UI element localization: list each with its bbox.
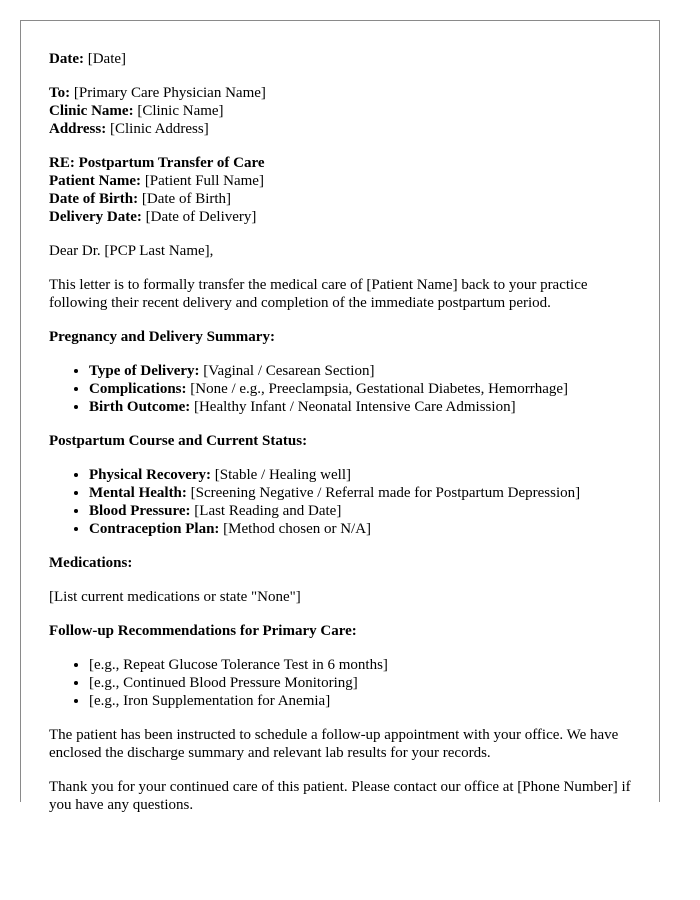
letter-content bbox=[49, 50, 639, 830]
re-subject: RE: Postpartum Transfer of Care bbox=[49, 155, 265, 171]
postpartum-list bbox=[49, 466, 639, 538]
instructions-paragraph: The patient has been instructed to schedule a follow-up appointment with your office. We have enclosed the discharge summary and relevant lab results for your records. bbox=[49, 727, 619, 761]
medications-text: [List current medications or state "None"] bbox=[49, 589, 301, 605]
list-item: • Contraception Plan: [Method chosen or N/A] bbox=[89, 520, 639, 538]
list-item: • Blood Pressure: [Last Reading and Date] bbox=[89, 502, 639, 520]
date-line: Date: [Date] bbox=[49, 51, 127, 67]
list-item: • Type of Delivery: [Vaginal / Cesarean Section] bbox=[89, 362, 639, 380]
re-block bbox=[49, 154, 639, 226]
clinic-line: Clinic Name: [Clinic Name] bbox=[49, 103, 224, 119]
followup-heading: Follow-up Recommendations for Primary Care: bbox=[49, 623, 357, 639]
medications-heading: Medications: bbox=[49, 555, 133, 571]
patient-name-line: Patient Name: [Patient Full Name] bbox=[49, 173, 264, 189]
delivery-date-line: Delivery Date: [Date of Delivery] bbox=[49, 209, 257, 225]
closing-paragraph: Thank you for your continued care of this patient. Please contact our office at [Phone Number] if you have any questions. bbox=[49, 779, 631, 813]
pregnancy-list bbox=[49, 362, 639, 416]
header-block bbox=[49, 50, 639, 68]
to-line: To: [Primary Care Physician Name] bbox=[49, 85, 266, 101]
list-item: • [e.g., Iron Supplementation for Anemia] bbox=[89, 692, 639, 710]
postpartum-heading: Postpartum Course and Current Status: bbox=[49, 433, 308, 449]
list-item: • Mental Health: [Screening Negative / Referral made for Postpartum Depression] bbox=[89, 484, 639, 502]
list-item: • Physical Recovery: [Stable / Healing well] bbox=[89, 466, 639, 484]
letter-page bbox=[20, 20, 660, 813]
intro-paragraph: This letter is to formally transfer the medical care of [Patient Name] back to your practice following their recent delivery and completion of the immediate postpartum period. bbox=[49, 277, 588, 311]
list-item: • Complications: [None / e.g., Preeclampsia, Gestational Diabetes, Hemorrhage] bbox=[89, 380, 639, 398]
list-item: • [e.g., Continued Blood Pressure Monitoring] bbox=[89, 674, 639, 692]
list-item: • [e.g., Repeat Glucose Tolerance Test in 6 months] bbox=[89, 656, 639, 674]
salutation: Dear Dr. [PCP Last Name], bbox=[49, 243, 214, 259]
followup-list bbox=[49, 656, 639, 710]
pregnancy-heading: Pregnancy and Delivery Summary: bbox=[49, 329, 275, 345]
recipient-block bbox=[49, 84, 639, 138]
address-line: Address: [Clinic Address] bbox=[49, 121, 209, 137]
dob-line: Date of Birth: [Date of Birth] bbox=[49, 191, 232, 207]
list-item: • Birth Outcome: [Healthy Infant / Neonatal Intensive Care Admission] bbox=[89, 398, 639, 416]
